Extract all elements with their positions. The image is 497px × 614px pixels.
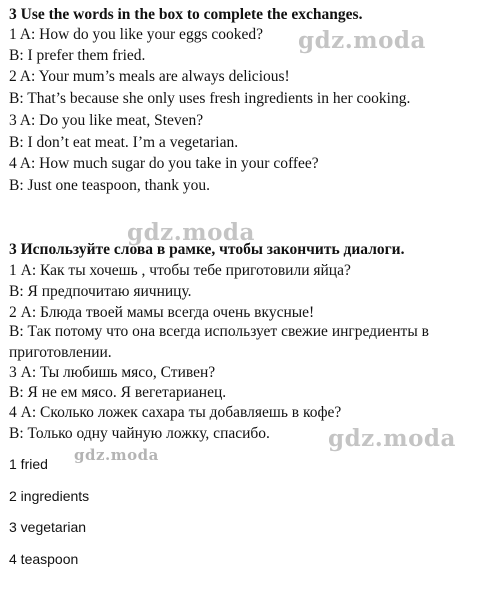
russian-line: 4 А: Сколько ложек сахара ты добавляешь в кофе? (9, 404, 342, 421)
answer-item: 2 ingredients (9, 488, 90, 504)
russian-line: 1 А: Как ты хочешь , чтобы тебе приготовили яйца? (9, 262, 351, 279)
english-line: 4 A: How much sugar do you take in your coffee? (9, 155, 319, 172)
russian-line: В: Я предпочитаю яичницу. (9, 283, 192, 300)
russian-line: приготовлении. (9, 344, 112, 361)
watermark: gdz.moda (328, 425, 456, 452)
russian-heading: 3 Используйте слова в рамке, чтобы закончить диалоги. (9, 241, 405, 258)
english-line: 2 A: Your mum’s meals are always delicious! (9, 68, 290, 85)
english-line: B: Just one teaspoon, thank you. (9, 177, 211, 194)
english-line: 1 A: How do you like your eggs cooked? (9, 26, 263, 43)
russian-line: 3 А: Ты любишь мясо, Стивен? (9, 364, 216, 381)
russian-line: В: Только одну чайную ложку, спасибо. (9, 425, 270, 442)
answer-item: 4 teaspoon (9, 551, 79, 567)
watermark: gdz.moda (74, 446, 159, 464)
english-heading: 3 Use the words in the box to complete the exchanges. (9, 6, 363, 23)
english-line: B: That’s because she only uses fresh ingredients in her cooking. (9, 90, 411, 107)
russian-line: В: Я не ем мясо. Я вегетарианец. (9, 384, 227, 401)
watermark: gdz.moda (127, 219, 255, 246)
watermark: gdz.moda (298, 27, 426, 54)
russian-line: 2 А: Блюда твоей мамы всегда очень вкусные! (9, 304, 315, 321)
english-line: 3 A: Do you like meat, Steven? (9, 112, 204, 129)
english-line: B: I prefer them fried. (9, 47, 146, 64)
english-line: B: I don’t eat meat. I’m a vegetarian. (9, 134, 239, 151)
answer-item: 1 fried (9, 456, 48, 472)
russian-line: В: Так потому что она всегда использует свежие ингредиенты в (9, 323, 429, 340)
answer-item: 3 vegetarian (9, 519, 87, 535)
